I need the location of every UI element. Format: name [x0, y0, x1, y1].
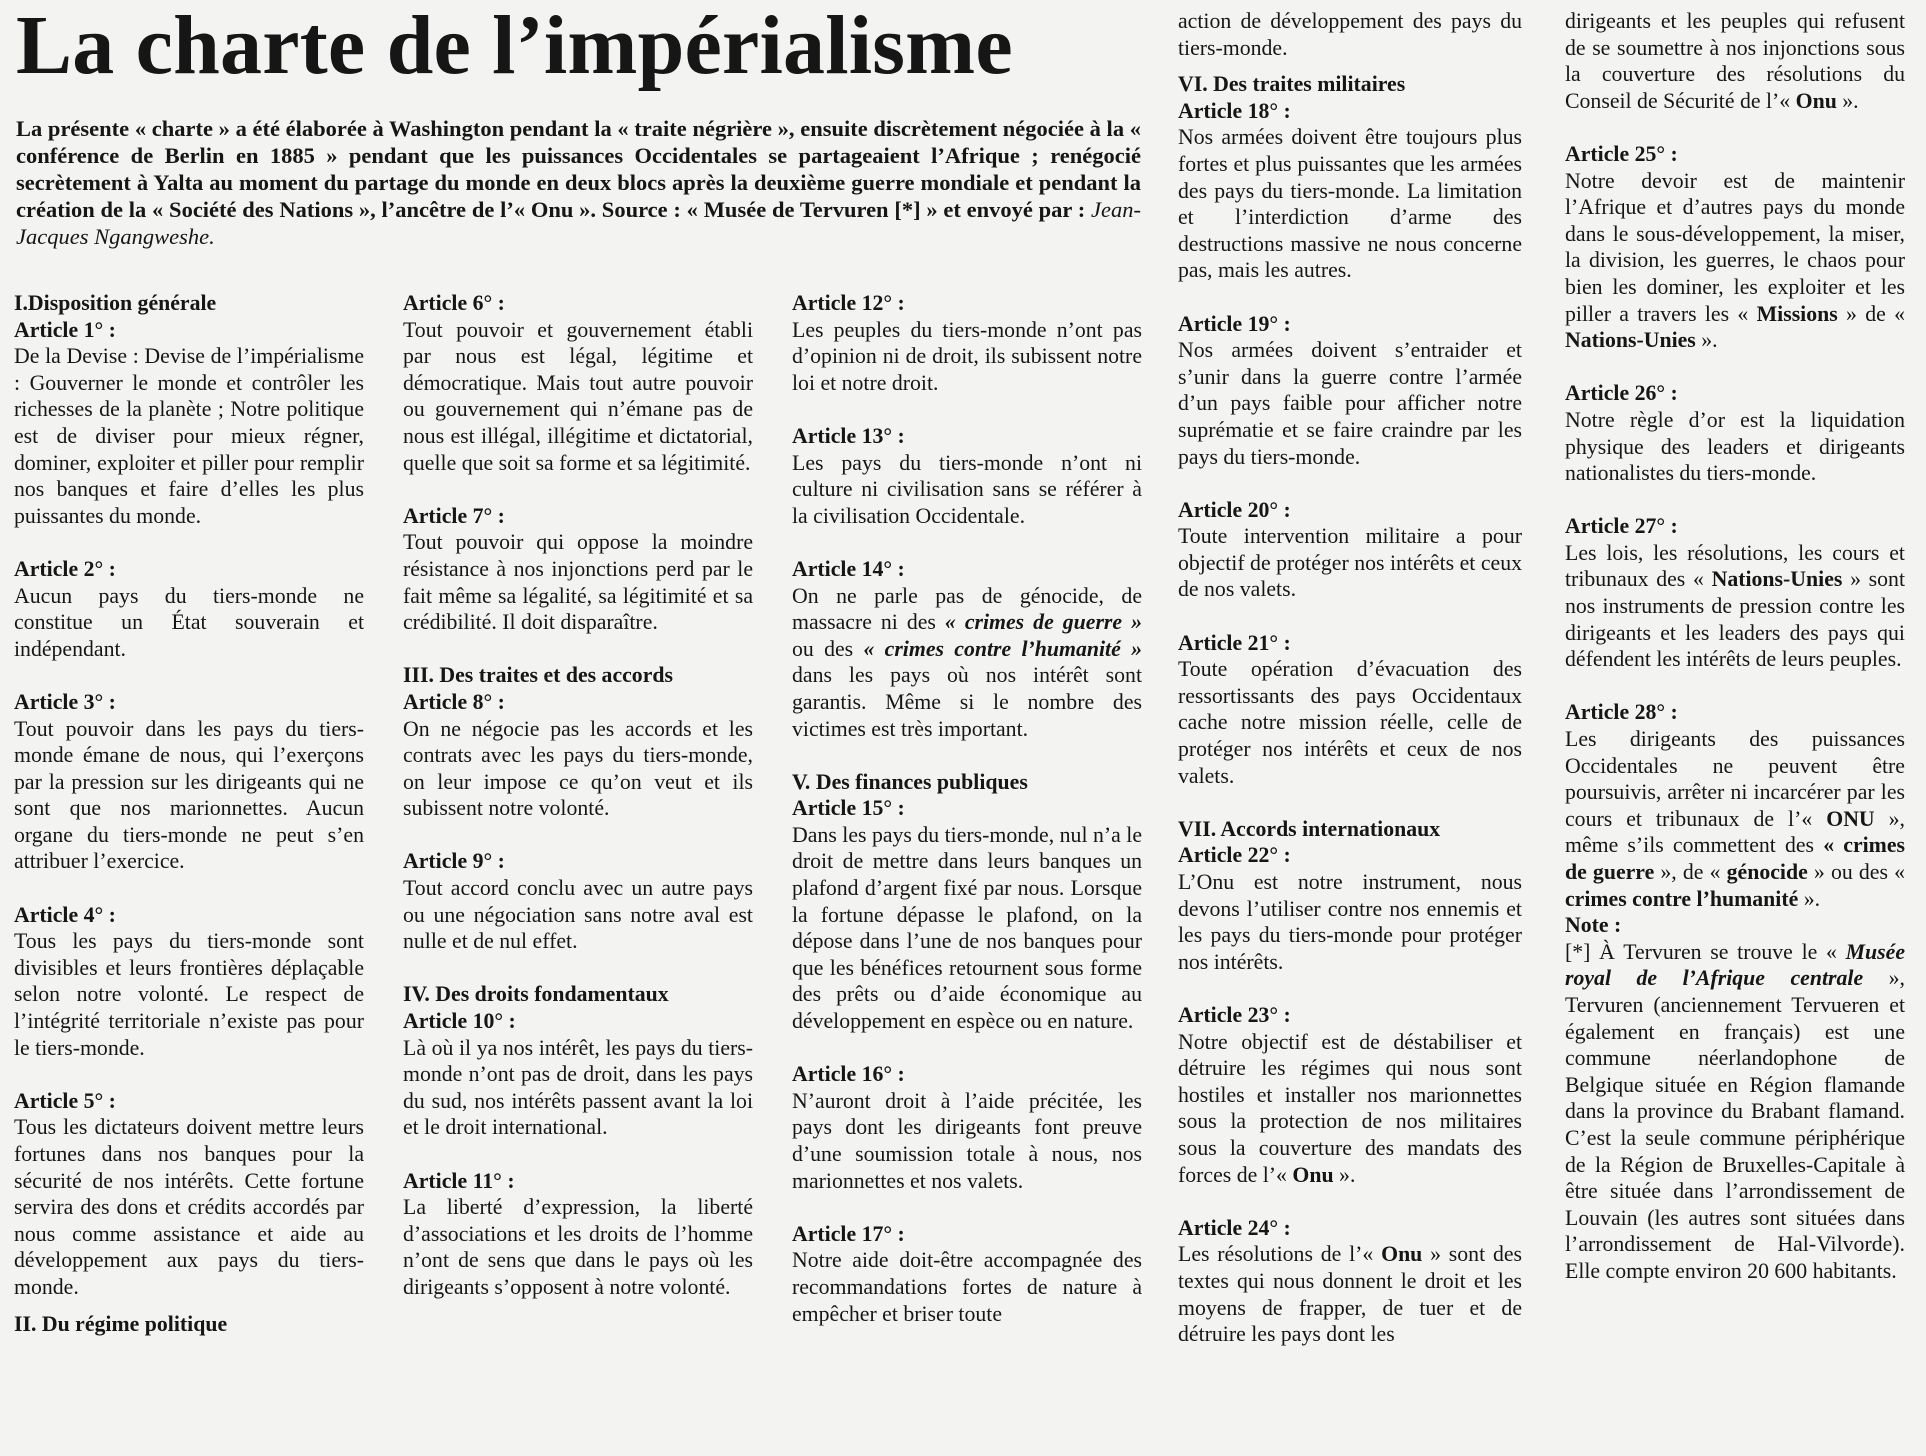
- article-title: Article 16° :: [792, 1062, 905, 1087]
- article-title: Article 3° :: [14, 689, 116, 714]
- article-body: [1178, 1029, 1522, 1189]
- bold-text: Nations-Unies: [1711, 567, 1843, 592]
- article-body: [1565, 540, 1905, 673]
- article-body: Nos armées doivent s’entraider et s’unir dans la guerre contre l’armée d’un pays faible pour afficher notre suprématie et se faire craindre par les pays du tiers-monde.: [1178, 338, 1522, 469]
- article-title: Article 19° :: [1178, 311, 1291, 336]
- article-body: Là où il ya nos intérêt, les pays du tiers-monde n’ont pas de droit, dans les pays du sud, nos intérêts passent avant la loi et le droit international.: [403, 1035, 753, 1140]
- bold-text: crimes contre l’humanité: [1565, 886, 1799, 911]
- article-body-continued: action de développement des pays du tiers-monde.: [1178, 9, 1522, 60]
- column-5: [1565, 8, 1905, 1285]
- column-1: [14, 290, 364, 1337]
- article-body: On ne négocie pas les accords et les contrats avec les pays du tiers-monde, on leur impose ce qu’on veut et ils subissent notre volonté.: [403, 716, 753, 821]
- article-title: Article 9° :: [403, 849, 505, 874]
- article-text: Les résolutions de l’«: [1178, 1242, 1382, 1267]
- article-title: Article 7° :: [403, 503, 505, 528]
- article-title: Article 10° :: [403, 1009, 516, 1034]
- article-body: Dans les pays du tiers-monde, nul n’a le droit de mettre dans leurs banques un plafond d’argent fixé par nous. Lorsque la fortune dépasse le plafond, on la dépose dans l’une de nos banques pour que les bénéfices retournent sous forme des prêts ou d’aide économique au développement en espèce ou en nature.: [792, 822, 1142, 1034]
- bold-text: Nations-Unies: [1565, 328, 1696, 353]
- article-title: Article 13° :: [792, 423, 905, 448]
- article-title: Article 23° :: [1178, 1002, 1291, 1027]
- article-title: Article 22° :: [1178, 843, 1291, 868]
- column-3: [792, 290, 1142, 1327]
- article-title: Article 12° :: [792, 291, 905, 315]
- article-body: Aucun pays du tiers-monde ne constitue un État souverain et indépendant.: [14, 583, 364, 661]
- intro-text: La présente « charte » a été élaborée à Washington pendant la « traite négrière », ensuite discrètement négociée à la « conférence de Berlin en 1885 » pendant que les puissances Occidentales se partageaient l’Afrique ; renégocié secrètement à Yalta au moment du partage du monde en deux blocs après la deuxième guerre mondiale et pendant la création de la « Société des Nations », l’ancêtre de l’« Onu ». Source : « Musée de Tervuren [*] » et envoyé par :: [16, 116, 1141, 222]
- article-title: Article 24° :: [1178, 1215, 1291, 1240]
- article-title: Article 4° :: [14, 902, 116, 927]
- article-title: Article 28° :: [1565, 700, 1678, 725]
- article-title: Article 6° :: [403, 291, 505, 315]
- bold-text: Onu: [1381, 1242, 1423, 1267]
- article-text: » sont nos instruments de pression contre les dirigeants et les leaders des pays qui défendent les intérêts de leurs peuples.: [1565, 567, 1905, 672]
- section-heading: I.Disposition générale: [14, 291, 217, 315]
- article-body: [792, 583, 1142, 743]
- article-body: L’Onu est notre instrument, nous devons l’utiliser contre nos ennemis et les pays du tiers-monde pour protéger nos intérêts.: [1178, 870, 1522, 974]
- article-body: Tous les pays du tiers-monde sont divisibles et leurs frontières déplaçable selon notre volonté. Le respect de l’intégrité territoriale n’existe pas pour le tiers-monde.: [14, 929, 364, 1060]
- article-text: » de «: [1837, 301, 1905, 326]
- article-text: dirigeants et les peuples qui refusent de se soumettre à nos injonctions sous la couverture des résolutions du Conseil de Sécurité de l’«: [1565, 9, 1905, 113]
- bold-text: « crimes de guerre: [1565, 833, 1906, 884]
- article-body: Tout pouvoir qui oppose la moindre résistance à nos injonctions perd par le fait même sa légalité, sa légitimité et sa crédibilité. Il doit disparaître.: [403, 530, 753, 635]
- article-title: Article 5° :: [14, 1088, 116, 1113]
- emphasis-text: « crimes de guerre »: [944, 610, 1142, 635]
- article-title: Article 15° :: [792, 796, 905, 821]
- intro-signer: Jean-Jacques Ngangweshe.: [16, 197, 1141, 249]
- article-text: dans les pays où nos intérêt sont garantis. Même si le nombre des victimes est très important.: [792, 663, 1142, 741]
- article-title: Article 14° :: [792, 556, 905, 581]
- article-body: [1178, 1241, 1522, 1347]
- article-text: On ne parle pas de génocide, de massacre ni des: [792, 583, 1142, 635]
- article-text: », de «: [1654, 860, 1727, 884]
- note-text: [*] À Tervuren se trouve le «: [1565, 939, 1846, 964]
- article-text: ».: [1836, 88, 1859, 113]
- article-text: », même s’ils commettent des: [1565, 806, 1906, 858]
- bold-text: ONU: [1826, 806, 1875, 831]
- article-title: Article 11° :: [403, 1168, 515, 1193]
- note-body: [1565, 939, 1905, 1285]
- article-text: Les dirigeants des puissances Occidentales ne peuvent être poursuivis, arrêter ni incarcérer par les cours et tribunaux de l’«: [1565, 727, 1905, 831]
- article-text: ».: [1798, 886, 1821, 911]
- headline: La charte de l’impérialisme: [16, 0, 1013, 92]
- article-body-continued: [1565, 8, 1905, 114]
- article-body: La liberté d’expression, la liberté d’associations et les droits de l’homme n’ont de sens que dans le pays où les dirigeants s’opposent à notre volonté.: [403, 1195, 753, 1299]
- museum-name: Musée royal de l’Afrique centrale: [1565, 939, 1905, 991]
- article-text: ».: [1695, 328, 1718, 353]
- section-heading: V. Des finances publiques: [792, 769, 1028, 794]
- article-title: Article 26° :: [1565, 381, 1678, 406]
- column-2: [403, 290, 753, 1301]
- article-body: Toute intervention militaire a pour objectif de protéger nos intérêts et ceux de nos valets.: [1178, 524, 1522, 602]
- article-body: Tout pouvoir et gouvernement établi par nous est légal, légitime et démocratique. Mais tout autre pouvoir ou gouvernement qui n’émane pas de nous est illégal, illégitime et dictatorial, quelle que soit sa forme et sa légitimité.: [403, 317, 753, 475]
- article-body: Notre règle d’or est la liquidation physique des leaders et dirigeants nationalistes du tiers-monde.: [1565, 407, 1905, 486]
- section-heading: VI. Des traites militaires: [1178, 72, 1406, 97]
- article-body: Les pays du tiers-monde n’ont ni culture ni civilisation sans se référer à la civilisation Occidentale.: [792, 450, 1142, 528]
- section-heading: II. Du régime politique: [14, 1311, 228, 1336]
- article-title: Article 27° :: [1565, 514, 1678, 539]
- article-body: [1565, 168, 1905, 354]
- article-body: Nos armées doivent être toujours plus fortes et plus puissantes que les armées des pays du tiers-monde. La limitation et l’interdiction d’arme des destructions massive ne nous concerne pas, mais les autres.: [1178, 125, 1522, 283]
- article-body: Tout accord conclu avec un autre pays ou une négociation sans notre aval est nulle et de nul effet.: [403, 876, 753, 954]
- section-heading: VII. Accords internationaux: [1178, 816, 1441, 841]
- article-title: Article 1° :: [14, 317, 116, 342]
- article-body: Notre aide doit-être accompagnée des recommandations fortes de nature à empêcher et briser toute: [792, 1248, 1142, 1326]
- article-text: Notre objectif est de déstabiliser et détruire les régimes qui nous sont hostiles et installer nos marionnettes sous la protection de nos militaires sous la couverture des mandats des forces de l’«: [1178, 1029, 1522, 1187]
- article-body: N’auront droit à l’aide précitée, les pays dont les dirigeants font preuve d’une soumission totale à nous, nos marionnettes et nos valets.: [792, 1088, 1142, 1193]
- article-text: ou des: [792, 636, 864, 661]
- article-body: Tous les dictateurs doivent mettre leurs fortunes dans nos banques pour la sécurité de nos intérêts. Cette fortune servira des dons et crédits accordés par nous comme assistance et aide au développement aux pays du tiers-monde.: [14, 1115, 364, 1299]
- article-text: ».: [1333, 1162, 1356, 1187]
- article-body: [1565, 726, 1905, 912]
- column-4: [1178, 8, 1522, 1348]
- article-text: Les lois, les résolutions, les cours et tribunaux des «: [1565, 540, 1905, 592]
- article-title: Article 25° :: [1565, 141, 1678, 166]
- article-text: » ou des «: [1807, 860, 1905, 884]
- emphasis-text: « crimes contre l’humanité »: [863, 636, 1142, 661]
- article-text: Notre devoir est de maintenir l’Afrique et d’autres pays du monde dans le sous-développement, la miser, la division, les guerres, le chaos pour bien les dominer, les exploiter et les piller a travers les «: [1565, 168, 1905, 326]
- article-body: Tout pouvoir dans les pays du tiers-monde émane de nous, qui l’exerçons par la pression sur les dirigeants qui ne sont que nos marionnettes. Aucun organe du tiers-monde ne peut s’en attribuer l’exercice.: [14, 716, 364, 874]
- article-body: Toute opération d’évacuation des ressortissants des pays Occidentaux cache notre mission réelle, celle de protéger nos intérêts et ceux de nos valets.: [1178, 657, 1522, 788]
- article-body: Les peuples du tiers-monde n’ont pas d’opinion ni de droit, ils subissent notre loi et notre droit.: [792, 317, 1142, 395]
- section-heading: IV. Des droits fondamentaux: [403, 982, 669, 1007]
- note-title: Note :: [1565, 913, 1622, 938]
- article-title: Article 21° :: [1178, 630, 1291, 655]
- article-title: Article 8° :: [403, 689, 505, 714]
- article-title: Article 17° :: [792, 1221, 905, 1246]
- intro-paragraph: [16, 115, 1141, 250]
- bold-text: Onu: [1795, 88, 1837, 113]
- bold-text: génocide: [1726, 860, 1808, 884]
- article-title: Article 20° :: [1178, 497, 1291, 522]
- section-heading: III. Des traites et des accords: [403, 663, 673, 688]
- article-body: De la Devise : Devise de l’impérialisme : Gouverner le monde et contrôler les richesses de la planète ; Notre politique est de diviser pour mieux régner, dominer, exploiter et piller pour remplir nos banques et faire d’elles les plus puissantes du monde.: [14, 344, 364, 528]
- note-text: », Tervuren (anciennement Tervueren et également en français) est une commune néerlandophone de Belgique située en Région flamande dans la province du Brabant flamand. C’est la seule commune périphérique de la Région de Bruxelles-Capitale à être située dans l’arrondissement de Louvain (les autres sont situées dans l’arrondissement de Hal-Vilvorde). Elle compte environ 20 600 habitants.: [1565, 966, 1905, 1283]
- article-title: Article 2° :: [14, 556, 116, 581]
- bold-text: Missions: [1756, 301, 1838, 326]
- article-title: Article 18° :: [1178, 98, 1291, 123]
- article-text: » sont des textes qui nous donnent le droit et les moyens de frapper, de tuer et de détruire les pays dont les: [1178, 1242, 1522, 1347]
- bold-text: Onu: [1292, 1162, 1334, 1187]
